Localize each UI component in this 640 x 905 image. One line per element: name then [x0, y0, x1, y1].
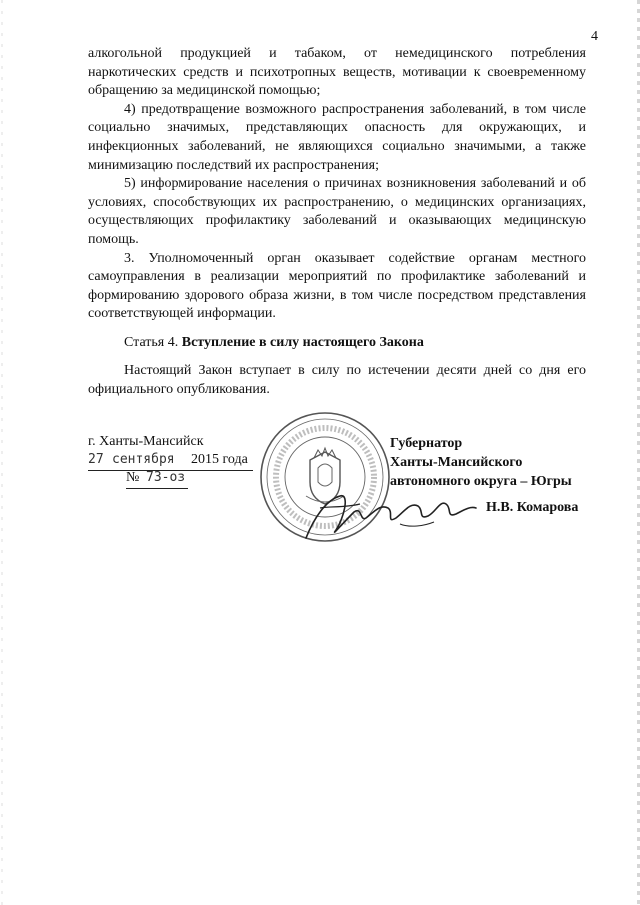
body-text: [88, 45, 586, 324]
signing-date: [88, 452, 253, 471]
number-sign: №: [126, 470, 140, 485]
signatory-title-line: Ханты-Мансийского: [390, 455, 523, 470]
article-prefix: Статья 4.: [124, 335, 179, 350]
page-number: 4: [591, 29, 598, 44]
date-month: сентября: [112, 452, 175, 467]
paragraph-item-5: 5) информирование населения о причинах возникновения заболеваний и об условиях, способствующих их распространению, о медицинских организациях, осуществляющих профилактику заболеваний и оказывающих медицинскую помощь.: [88, 176, 586, 247]
law-number: [126, 470, 188, 489]
final-paragraph-block: [88, 362, 586, 399]
place-of-signing: г. Ханты-Мансийск: [88, 434, 204, 449]
signatory-title: [390, 434, 572, 491]
paragraph-continuation: алкогольной продукцией и табаком, от немедицинского потребления наркотических средств и психотропных веществ, мотивации к своевременному обращению за медицинской помощью;: [88, 46, 586, 99]
article-title: Вступление в силу настоящего Закона: [181, 335, 424, 350]
paragraph-clause-3: 3. Уполномоченный орган оказывает содействие органам местного самоуправления в реализации мероприятий по профилактике заболеваний и формированию здорового образа жизни, в том числе посредством представления соответствующей информации.: [88, 250, 586, 322]
signatory-name: Н.В. Комарова: [486, 500, 579, 515]
number-value: 73-оз: [146, 470, 186, 485]
signatory-title-line: автономного округа – Югры: [390, 474, 572, 489]
date-day: 27: [88, 452, 104, 467]
signatory-title-line: Губернатор: [390, 436, 463, 451]
paragraph-item-4: 4) предотвращение возможного распространения заболеваний, в том числе социально значимых, представляющих опасность для окружающих, и инфекционных заболеваний, не являющихся социально значимыми, а также минимизацию последствий их распространения;: [88, 101, 586, 173]
date-year: 2015 года: [191, 452, 248, 467]
final-paragraph: Настоящий Закон вступает в силу по истечении десяти дней со дня его официального опубликования.: [88, 363, 586, 397]
article-heading: [124, 335, 424, 351]
scan-edge-left: [1, 0, 3, 905]
